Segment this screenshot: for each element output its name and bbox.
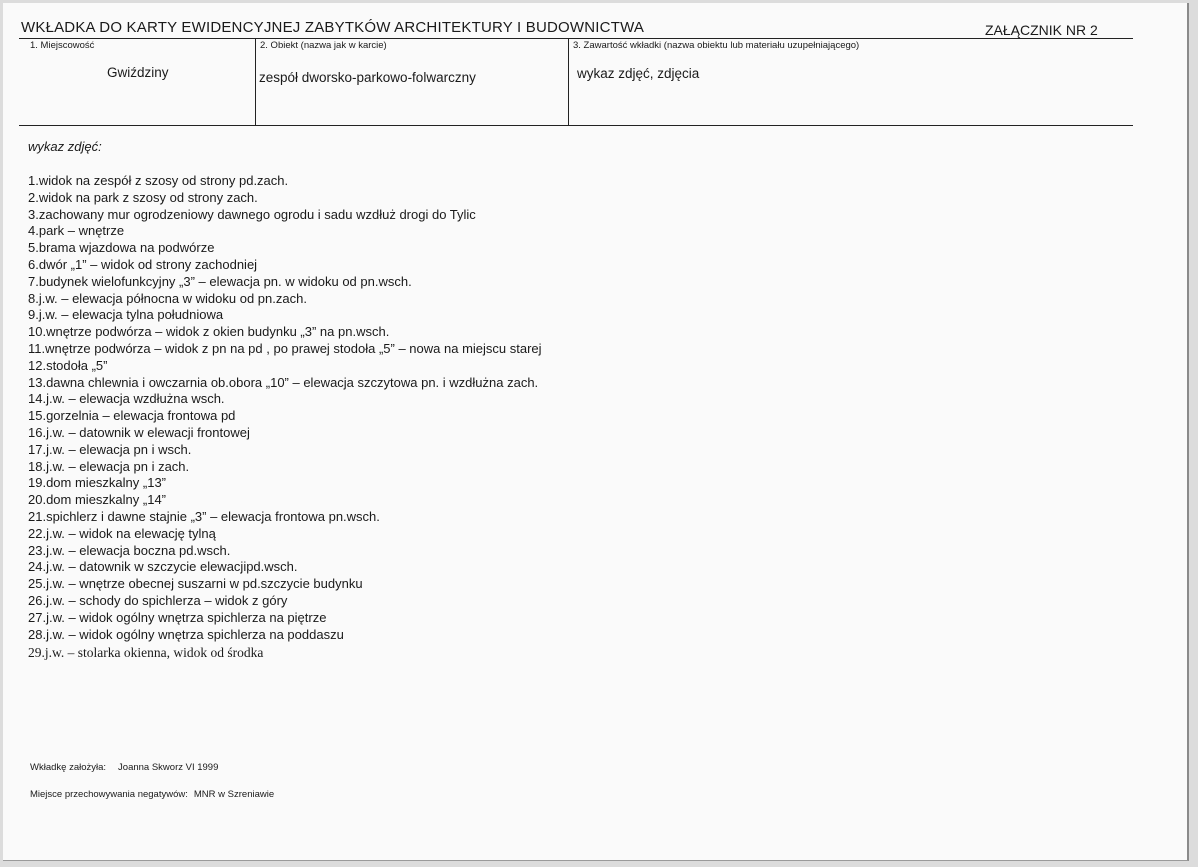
list-item: 12.stodoła „5” bbox=[28, 357, 108, 373]
list-item: 18.j.w. – elewacja pn i zach. bbox=[28, 458, 190, 474]
list-item: 21.spichlerz i dawne stajnie „3” – elewacja frontowa pn.wsch. bbox=[28, 508, 380, 524]
list-item: 11.wnętrze podwórza – widok z pn na pd , po prawej stodoła „5” – nowa na miejscu starej bbox=[28, 340, 542, 356]
object-value: zespół dworsko-parkowo-folwarczny bbox=[259, 70, 476, 85]
storage-label: Miejsce przechowywania negatywów: bbox=[30, 789, 188, 800]
storage-value: MNR w Szreniawie bbox=[193, 789, 275, 800]
photo-list bbox=[28, 173, 542, 662]
list-item: 4.park – wnętrze bbox=[28, 223, 125, 239]
contents-value: wykaz zdjęć, zdjęcia bbox=[577, 66, 700, 81]
list-item: 3.zachowany mur ogrodzeniowy dawnego ogrodu i sadu wzdłuż drogi do Tylic bbox=[28, 206, 476, 222]
locality-label: 1. Miejscowość bbox=[30, 40, 95, 51]
list-item: 15.gorzelnia – elewacja frontowa pd bbox=[28, 408, 236, 424]
locality-value: Gwiździny bbox=[107, 65, 169, 80]
list-item: 24.j.w. – datownik w szczycie elewacjipd.wsch. bbox=[28, 559, 298, 575]
column-divider-1 bbox=[255, 39, 256, 126]
column-divider-2 bbox=[568, 39, 569, 126]
form-sheet bbox=[3, 3, 1189, 861]
header-rule bbox=[19, 38, 1133, 39]
list-item: 25.j.w. – wnętrze obecnej suszarni w pd.szczycie budynku bbox=[28, 576, 363, 592]
list-item: 1.widok na zespół z szosy od strony pd.zach. bbox=[28, 173, 289, 188]
list-item: 2.widok na park z szosy od strony zach. bbox=[28, 189, 258, 205]
list-item: 23.j.w. – elewacja boczna pd.wsch. bbox=[28, 542, 231, 558]
list-item: 6.dwór „1” – widok od strony zachodniej bbox=[28, 256, 258, 272]
list-item: 7.budynek wielofunkcyjny „3” – elewacja pn. w widoku od pn.wsch. bbox=[28, 273, 412, 289]
list-item: 10.wnętrze podwórza – widok z okien budynku „3” na pn.wsch. bbox=[28, 324, 390, 340]
list-item: 19.dom mieszkalny „13” bbox=[28, 475, 166, 491]
form-title: WKŁADKA DO KARTY EWIDENCYJNEJ ZABYTKÓW ARCHITEKTURY I BUDOWNICTWA bbox=[21, 19, 645, 36]
list-item: 17.j.w. – elewacja pn i wsch. bbox=[28, 441, 192, 457]
negatives-storage-line bbox=[30, 789, 274, 800]
list-item: 28.j.w. – widok ogólny wnętrza spichlerza na poddaszu bbox=[28, 626, 344, 642]
object-label: 2. Obiekt (nazwa jak w karcie) bbox=[260, 40, 387, 51]
list-item: 22.j.w. – widok na elewację tylną bbox=[28, 525, 216, 541]
created-by-line bbox=[30, 762, 218, 773]
photo-list-heading: wykaz zdjęć: bbox=[28, 139, 102, 154]
created-by-label: Wkładkę założyła: bbox=[30, 762, 107, 773]
list-item: 26.j.w. – schody do spichlerza – widok z góry bbox=[28, 592, 288, 608]
list-item: 16.j.w. – datownik w elewacji frontowej bbox=[28, 424, 250, 440]
annex-label: ZAŁĄCZNIK NR 2 bbox=[985, 22, 1098, 38]
list-item: 29.j.w. – stolarka okienna, widok od środka bbox=[28, 645, 264, 661]
fields-rule bbox=[19, 125, 1133, 126]
list-item: 8.j.w. – elewacja północna w widoku od pn.zach. bbox=[28, 290, 307, 306]
list-item: 13.dawna chlewnia i owczarnia ob.obora „10” – elewacja szczytowa pn. i wzdłużna zach. bbox=[28, 374, 539, 390]
created-by-value: Joanna Skworz VI 1999 bbox=[118, 762, 219, 773]
list-item: 27.j.w. – widok ogólny wnętrza spichlerza na piętrze bbox=[28, 609, 327, 625]
list-item: 14.j.w. – elewacja wzdłużna wsch. bbox=[28, 391, 225, 407]
contents-label: 3. Zawartość wkładki (nazwa obiektu lub materiału uzupełniającego) bbox=[573, 40, 860, 51]
list-item: 9.j.w. – elewacja tylna południowa bbox=[28, 307, 224, 323]
list-item: 5.brama wjazdowa na podwórze bbox=[28, 240, 215, 256]
list-item: 20.dom mieszkalny „14” bbox=[28, 492, 166, 508]
